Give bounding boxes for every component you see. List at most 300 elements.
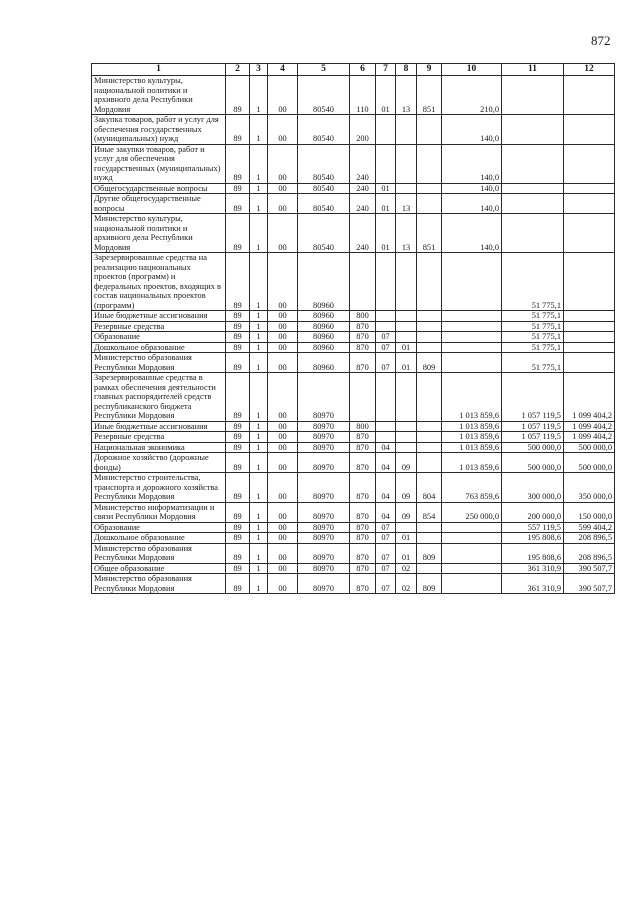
cell-code: 1 [250, 442, 268, 453]
cell-code: 80970 [298, 373, 350, 422]
table-body [92, 76, 615, 594]
table-row [92, 442, 615, 453]
cell-code: 80970 [298, 442, 350, 453]
cell-code: 89 [226, 214, 250, 253]
cell-code: 80970 [298, 432, 350, 443]
row-name: Закупка товаров, работ и услуг для обеспечения государственных (муниципальных) нужд [92, 115, 226, 145]
cell-subsection [396, 183, 417, 194]
cell-code: 870 [350, 342, 376, 353]
cell-code: 89 [226, 543, 250, 563]
cell-code: 00 [268, 311, 298, 322]
cell-code: 80540 [298, 183, 350, 194]
cell-code: 870 [350, 473, 376, 503]
cell-subsection [396, 421, 417, 432]
row-name: Министерство строительства, транспорта и дорожного хозяйства Республики Мордовия [92, 473, 226, 503]
cell-subsection: 01 [396, 353, 417, 373]
cell-code: 89 [226, 115, 250, 145]
cell-amount: 250 000,0 [442, 502, 502, 522]
cell-department: 851 [417, 76, 442, 115]
cell-code: 89 [226, 332, 250, 343]
cell-code: 240 [350, 144, 376, 183]
cell-code: 00 [268, 473, 298, 503]
cell-amount [502, 115, 564, 145]
cell-amount: 390 507,7 [564, 574, 615, 594]
row-name: Национальная экономика [92, 442, 226, 453]
cell-amount: 500 000,0 [502, 442, 564, 453]
cell-code: 200 [350, 115, 376, 145]
row-name: Министерство информатизации и связи Республики Мордовия [92, 502, 226, 522]
cell-department [417, 183, 442, 194]
cell-department: 809 [417, 353, 442, 373]
row-name: Иные бюджетные ассигнования [92, 421, 226, 432]
table-row [92, 353, 615, 373]
col-header: 5 [298, 64, 350, 76]
cell-department [417, 373, 442, 422]
cell-code: 89 [226, 321, 250, 332]
cell-code: 240 [350, 183, 376, 194]
cell-code: 00 [268, 194, 298, 214]
cell-department [417, 432, 442, 443]
cell-subsection [396, 442, 417, 453]
cell-code: 800 [350, 421, 376, 432]
cell-code: 89 [226, 502, 250, 522]
row-name: Резервные средства [92, 321, 226, 332]
cell-code: 1 [250, 373, 268, 422]
cell-code: 00 [268, 115, 298, 145]
cell-section: 07 [376, 563, 396, 574]
cell-code: 00 [268, 442, 298, 453]
col-header: 12 [564, 64, 615, 76]
cell-subsection [396, 432, 417, 443]
cell-department [417, 421, 442, 432]
row-name: Министерство образования Республики Мордовия [92, 574, 226, 594]
cell-amount: 51 775,1 [502, 332, 564, 343]
table-row [92, 533, 615, 544]
table-row [92, 194, 615, 214]
table-row [92, 332, 615, 343]
cell-code: 89 [226, 183, 250, 194]
cell-subsection [396, 373, 417, 422]
cell-code: 80540 [298, 194, 350, 214]
row-name: Иные бюджетные ассигнования [92, 311, 226, 322]
cell-code: 80970 [298, 421, 350, 432]
cell-section: 04 [376, 453, 396, 473]
cell-code: 800 [350, 311, 376, 322]
cell-code: 80970 [298, 473, 350, 503]
cell-code: 80960 [298, 311, 350, 322]
row-name: Министерство образования Республики Мордовия [92, 353, 226, 373]
cell-section: 04 [376, 442, 396, 453]
cell-code: 1 [250, 332, 268, 343]
cell-section: 04 [376, 502, 396, 522]
cell-subsection [396, 144, 417, 183]
cell-code: 80970 [298, 563, 350, 574]
cell-section [376, 253, 396, 311]
table-row [92, 432, 615, 443]
cell-amount [442, 311, 502, 322]
cell-amount: 1 013 859,6 [442, 432, 502, 443]
cell-amount [442, 253, 502, 311]
cell-amount: 500 000,0 [502, 453, 564, 473]
cell-code: 89 [226, 311, 250, 322]
row-name: Резервные средства [92, 432, 226, 443]
cell-amount: 1 013 859,6 [442, 373, 502, 422]
cell-section: 07 [376, 574, 396, 594]
cell-code: 00 [268, 574, 298, 594]
cell-amount [442, 332, 502, 343]
cell-code: 1 [250, 183, 268, 194]
cell-code: 870 [350, 502, 376, 522]
cell-subsection: 01 [396, 533, 417, 544]
table-row [92, 76, 615, 115]
table-row [92, 183, 615, 194]
cell-subsection: 09 [396, 502, 417, 522]
cell-code: 80970 [298, 453, 350, 473]
cell-code: 89 [226, 574, 250, 594]
cell-code: 870 [350, 522, 376, 533]
cell-code: 89 [226, 533, 250, 544]
cell-section [376, 311, 396, 322]
cell-section: 04 [376, 473, 396, 503]
cell-code: 1 [250, 502, 268, 522]
cell-amount: 361 310,9 [502, 574, 564, 594]
cell-amount [564, 144, 615, 183]
cell-amount: 1 057 119,5 [502, 421, 564, 432]
col-header: 3 [250, 64, 268, 76]
cell-code: 80970 [298, 574, 350, 594]
row-name: Дошкольное образование [92, 533, 226, 544]
cell-department: 851 [417, 214, 442, 253]
cell-amount: 390 507,7 [564, 563, 615, 574]
cell-amount [442, 574, 502, 594]
cell-subsection [396, 321, 417, 332]
cell-subsection: 02 [396, 563, 417, 574]
cell-code: 00 [268, 543, 298, 563]
col-header: 8 [396, 64, 417, 76]
cell-code: 1 [250, 214, 268, 253]
cell-code: 00 [268, 214, 298, 253]
cell-amount: 140,0 [442, 183, 502, 194]
table-row [92, 543, 615, 563]
col-header: 1 [92, 64, 226, 76]
table-row [92, 214, 615, 253]
cell-amount: 140,0 [442, 194, 502, 214]
table-row [92, 342, 615, 353]
cell-section: 07 [376, 332, 396, 343]
cell-subsection: 01 [396, 543, 417, 563]
cell-code: 80970 [298, 502, 350, 522]
cell-amount: 140,0 [442, 115, 502, 145]
table-row [92, 502, 615, 522]
cell-code: 110 [350, 76, 376, 115]
cell-amount [442, 321, 502, 332]
cell-amount [502, 144, 564, 183]
col-header: 6 [350, 64, 376, 76]
row-name: Министерство образования Республики Мордовия [92, 543, 226, 563]
cell-code: 00 [268, 353, 298, 373]
cell-department [417, 144, 442, 183]
cell-code: 80540 [298, 214, 350, 253]
cell-subsection: 09 [396, 473, 417, 503]
cell-code: 89 [226, 473, 250, 503]
cell-code: 1 [250, 574, 268, 594]
cell-code: 80960 [298, 342, 350, 353]
cell-code: 1 [250, 76, 268, 115]
cell-code: 1 [250, 321, 268, 332]
table-row [92, 144, 615, 183]
row-name: Образование [92, 332, 226, 343]
cell-amount [564, 194, 615, 214]
cell-code: 870 [350, 563, 376, 574]
cell-code: 870 [350, 353, 376, 373]
cell-amount: 350 000,0 [564, 473, 615, 503]
cell-amount [564, 253, 615, 311]
cell-amount: 195 808,6 [502, 543, 564, 563]
cell-department [417, 332, 442, 343]
cell-amount [442, 342, 502, 353]
cell-subsection: 13 [396, 194, 417, 214]
cell-section: 07 [376, 342, 396, 353]
cell-amount: 1 099 404,2 [564, 432, 615, 443]
cell-code: 1 [250, 453, 268, 473]
cell-amount [442, 522, 502, 533]
cell-code: 1 [250, 421, 268, 432]
cell-department [417, 253, 442, 311]
table-row [92, 421, 615, 432]
cell-department [417, 533, 442, 544]
cell-department: 854 [417, 502, 442, 522]
col-header: 4 [268, 64, 298, 76]
cell-subsection: 13 [396, 76, 417, 115]
cell-code: 80540 [298, 115, 350, 145]
cell-amount: 1 057 119,5 [502, 432, 564, 443]
cell-section: 01 [376, 194, 396, 214]
table-row [92, 321, 615, 332]
cell-code: 89 [226, 421, 250, 432]
cell-amount: 51 775,1 [502, 311, 564, 322]
cell-code: 00 [268, 432, 298, 443]
cell-code: 1 [250, 194, 268, 214]
cell-amount [502, 214, 564, 253]
cell-amount [564, 342, 615, 353]
cell-code: 00 [268, 453, 298, 473]
cell-code: 870 [350, 574, 376, 594]
cell-amount: 1 099 404,2 [564, 421, 615, 432]
row-name: Министерство культуры, национальной политики и архивного дела Республики Мордовия [92, 214, 226, 253]
cell-amount [564, 183, 615, 194]
cell-amount [502, 183, 564, 194]
cell-code: 870 [350, 432, 376, 443]
cell-amount [564, 311, 615, 322]
cell-code: 870 [350, 332, 376, 343]
col-header: 2 [226, 64, 250, 76]
cell-code: 00 [268, 342, 298, 353]
cell-code: 1 [250, 253, 268, 311]
table-row [92, 453, 615, 473]
cell-amount [564, 115, 615, 145]
cell-code: 1 [250, 432, 268, 443]
cell-section: 07 [376, 522, 396, 533]
cell-section: 01 [376, 76, 396, 115]
cell-amount: 557 119,5 [502, 522, 564, 533]
cell-section [376, 432, 396, 443]
cell-amount: 500 000,0 [564, 442, 615, 453]
cell-code: 80960 [298, 332, 350, 343]
cell-amount: 1 013 859,6 [442, 442, 502, 453]
cell-department [417, 442, 442, 453]
cell-code: 80960 [298, 353, 350, 373]
cell-code: 89 [226, 76, 250, 115]
cell-amount [442, 543, 502, 563]
cell-subsection [396, 311, 417, 322]
table-row [92, 522, 615, 533]
cell-code: 89 [226, 563, 250, 574]
cell-department [417, 342, 442, 353]
table-row [92, 253, 615, 311]
cell-amount: 51 775,1 [502, 253, 564, 311]
cell-department [417, 563, 442, 574]
cell-code: 89 [226, 442, 250, 453]
table-row [92, 373, 615, 422]
cell-section: 01 [376, 214, 396, 253]
cell-code: 00 [268, 563, 298, 574]
cell-code: 00 [268, 321, 298, 332]
cell-code: 240 [350, 194, 376, 214]
cell-amount: 500 000,0 [564, 453, 615, 473]
cell-amount: 150 000,0 [564, 502, 615, 522]
cell-code: 80540 [298, 76, 350, 115]
cell-department [417, 522, 442, 533]
cell-code [350, 373, 376, 422]
cell-amount: 763 859,6 [442, 473, 502, 503]
cell-amount: 208 896,5 [564, 533, 615, 544]
cell-amount: 1 057 119,5 [502, 373, 564, 422]
table-row [92, 311, 615, 322]
cell-code: 00 [268, 76, 298, 115]
cell-amount [502, 194, 564, 214]
cell-code: 1 [250, 563, 268, 574]
cell-amount [442, 533, 502, 544]
row-name: Общее образование [92, 563, 226, 574]
col-header: 7 [376, 64, 396, 76]
cell-code: 1 [250, 473, 268, 503]
col-header: 9 [417, 64, 442, 76]
cell-section [376, 321, 396, 332]
cell-subsection [396, 253, 417, 311]
cell-code: 80540 [298, 144, 350, 183]
cell-code: 240 [350, 214, 376, 253]
cell-code: 89 [226, 453, 250, 473]
cell-code: 00 [268, 373, 298, 422]
cell-code: 00 [268, 253, 298, 311]
cell-section: 07 [376, 353, 396, 373]
table-row [92, 115, 615, 145]
cell-subsection [396, 522, 417, 533]
cell-code [350, 253, 376, 311]
cell-amount: 1 099 404,2 [564, 373, 615, 422]
cell-code: 00 [268, 522, 298, 533]
cell-amount: 300 000,0 [502, 473, 564, 503]
cell-amount: 1 013 859,6 [442, 421, 502, 432]
cell-code: 89 [226, 194, 250, 214]
cell-section [376, 144, 396, 183]
cell-code: 870 [350, 321, 376, 332]
cell-amount: 210,0 [442, 76, 502, 115]
row-name: Зарезервированные средства в рамках обеспечения деятельности главных распорядителей средств республиканского бюджета Республики Мордовия [92, 373, 226, 422]
cell-subsection: 13 [396, 214, 417, 253]
cell-code: 870 [350, 453, 376, 473]
cell-code: 89 [226, 342, 250, 353]
cell-section [376, 421, 396, 432]
cell-code: 1 [250, 533, 268, 544]
cell-amount: 361 310,9 [502, 563, 564, 574]
cell-amount: 599 404,2 [564, 522, 615, 533]
cell-code: 00 [268, 502, 298, 522]
cell-section [376, 115, 396, 145]
cell-code: 1 [250, 144, 268, 183]
cell-section: 07 [376, 533, 396, 544]
budget-table [91, 63, 615, 594]
cell-code: 00 [268, 533, 298, 544]
cell-subsection: 02 [396, 574, 417, 594]
cell-amount [442, 353, 502, 373]
cell-code: 80960 [298, 253, 350, 311]
cell-department [417, 321, 442, 332]
cell-code: 1 [250, 522, 268, 533]
cell-code: 870 [350, 533, 376, 544]
cell-code: 80970 [298, 543, 350, 563]
cell-code: 1 [250, 353, 268, 373]
cell-code: 00 [268, 332, 298, 343]
cell-amount [564, 353, 615, 373]
cell-code: 89 [226, 373, 250, 422]
cell-code: 870 [350, 442, 376, 453]
cell-code: 80970 [298, 522, 350, 533]
cell-code: 89 [226, 432, 250, 443]
cell-subsection [396, 332, 417, 343]
cell-subsection [396, 115, 417, 145]
cell-department: 809 [417, 543, 442, 563]
cell-code: 89 [226, 253, 250, 311]
row-name: Зарезервированные средства на реализацию национальных проектов (программ) и федеральных проектов, входящих в состав национальных проектов (программ) [92, 253, 226, 311]
row-name: Образование [92, 522, 226, 533]
cell-amount: 140,0 [442, 214, 502, 253]
cell-subsection: 01 [396, 342, 417, 353]
cell-amount: 51 775,1 [502, 321, 564, 332]
cell-section: 07 [376, 543, 396, 563]
page-number: 872 [591, 33, 611, 48]
cell-department [417, 194, 442, 214]
cell-code: 1 [250, 311, 268, 322]
cell-amount [442, 563, 502, 574]
cell-code: 1 [250, 115, 268, 145]
cell-code: 00 [268, 144, 298, 183]
cell-code: 00 [268, 421, 298, 432]
cell-section: 01 [376, 183, 396, 194]
cell-subsection: 09 [396, 453, 417, 473]
cell-code: 1 [250, 342, 268, 353]
header-row [92, 64, 615, 76]
cell-amount [564, 321, 615, 332]
col-header: 11 [502, 64, 564, 76]
cell-department [417, 453, 442, 473]
cell-amount: 208 896,5 [564, 543, 615, 563]
cell-department: 804 [417, 473, 442, 503]
cell-amount: 51 775,1 [502, 342, 564, 353]
cell-amount [564, 332, 615, 343]
row-name: Дорожное хозяйство (дорожные фонды) [92, 453, 226, 473]
cell-code: 80970 [298, 533, 350, 544]
